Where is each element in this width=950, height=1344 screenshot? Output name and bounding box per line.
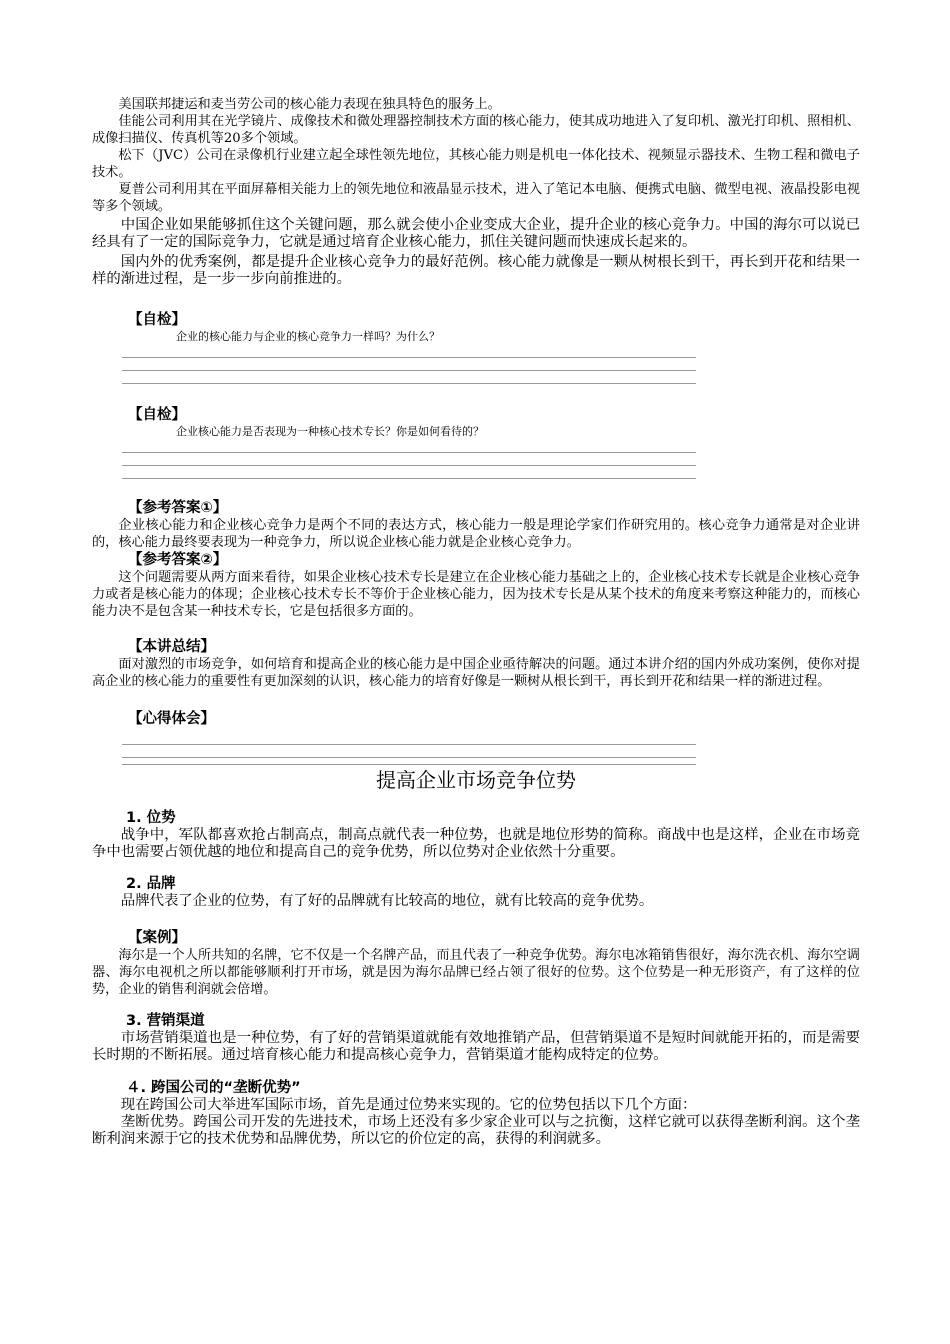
intro-paragraph: 中国企业如果能够抓住这个关键问题，那么就会使小企业变成大企业，提升企业的核心竞争力。中国的海尔可以说已经具有了一定的国际竞争力，它就是通过培育企业核心能力，抓住关键问题而快速成长起来的。 xyxy=(92,217,860,251)
section-text: 品牌代表了企业的位势，有了好的品牌就有比较高的地位，就有比较高的竞争优势。 xyxy=(120,893,654,910)
answer-text: 企业核心能力和企业核心竞争力是两个不同的表达方式，核心能力一般是理论学家们作研究用的。核心竞争力通常是对企业讲的，核心能力最终要表现为一种竞争力，所以说企业核心能力就是企业核心竞争力。 xyxy=(92,517,860,550)
answer-text: 这个问题需要从两方面来看待，如果企业核心技术专长是建立在企业核心能力基础之上的，企业核心技术专长就是企业核心竞争力或者是核心能力的体现；企业核心技术专长不等价于企业核心能力，因为技术专长是从某个技术的角度来考察这种能力的，而核心能力决不是包含某一种技术专长，它是包括很多方面的。 xyxy=(92,569,860,619)
section-position xyxy=(92,809,860,862)
reflection-blank-line xyxy=(122,732,696,745)
answer-blank-line xyxy=(122,358,696,371)
lecture-summary xyxy=(92,638,860,690)
self-check-label: 【自检】 xyxy=(128,311,186,328)
answer-blank-line xyxy=(122,466,696,479)
case-text: 海尔是一个人所共知的名牌，它不仅是一个名牌产品，而且代表了一种竞争优势。海尔电冰箱销售很好，海尔洗衣机、海尔空调器、海尔电视机之所以都能够顺利打开市场，就是因为海尔品牌已经占领了很好的位势。这个位势是一种无形资产，有了这样的位势，企业的销售利润就会倍增。 xyxy=(92,947,860,997)
reflection xyxy=(92,710,860,765)
section-marketing-channels xyxy=(92,1012,860,1065)
section-heading: 2. 品牌 xyxy=(126,876,176,893)
document-page xyxy=(92,96,860,1149)
section-brand xyxy=(92,875,860,910)
section-text: 垄断优势。跨国公司开发的先进技术，市场上还没有多少家企业可以与之抗衡，这样它就可以获得垄断利润。这个垄断利润来源于它的技术优势和品牌优势，所以它的价位定的高，获得的利润就多。 xyxy=(92,1114,860,1148)
answer-blank-line xyxy=(122,371,696,384)
section-heading: 1. 位势 xyxy=(126,809,176,826)
section-text: 战争中，军队都喜欢抢占制高点，制高点就代表一种位势，也就是地位形势的简称。商战中也是这样，企业在市场竞争中也需要占领优越的地位和提高自己的竞争优势，所以位势对企业依然十分重要。 xyxy=(92,826,860,861)
intro-paragraph: 国内外的优秀案例，都是提升企业核心竞争力的最好范例。核心能力就像是一颗从树根长到干，再长到开花和结果一样的渐进过程，是一步一步向前推进的。 xyxy=(92,253,860,288)
summary-label: 【本讲总结】 xyxy=(128,638,215,655)
intro-paragraph: 美国联邦捷运和麦当劳公司的核心能力表现在独具特色的服务上。 xyxy=(118,97,501,112)
self-check-question: 企业核心能力是否表现为一种核心技术专长？你是如何看待的？ xyxy=(176,424,484,438)
answer-blank-line xyxy=(122,440,696,453)
reflection-label: 【心得体会】 xyxy=(128,710,215,727)
answer-blank-line xyxy=(122,453,696,466)
reference-answer-2 xyxy=(92,551,860,620)
intro-paragraph: 夏普公司利用其在平面屏幕相关能力上的领先地位和液晶显示技术，进入了笔记本电脑、便携式电脑、微型电视、液晶投影电视等多个领域。 xyxy=(92,182,860,214)
section-title: 提高企业市场竞争位势 xyxy=(376,767,576,792)
section-heading: 3. 营销渠道 xyxy=(126,1012,205,1029)
summary-text: 面对激烈的市场竞争，如何培育和提高企业的核心能力是中国企业亟待解决的问题。通过本讲介绍的国内外成功案例，使你对提高企业的核心能力的重要性有更加深刻的认识，核心能力的培育好像是一颗树从根长到干，再长到开花和结果一样的渐进过程。 xyxy=(92,656,860,689)
answer-label: 【参考答案①】 xyxy=(128,499,228,516)
self-check-label: 【自检】 xyxy=(128,406,186,423)
case-study xyxy=(92,929,860,998)
reflection-blank-line xyxy=(122,758,696,765)
self-check-2 xyxy=(92,406,860,479)
section-monopoly-advantage xyxy=(92,1079,860,1149)
section-text: 市场营销渠道也是一种位势，有了好的营销渠道就能有效地推销产品，但营销渠道不是短时间就能开拓的，而是需要长时期的不断拓展。通过培育核心能力和提高核心竞争力，营销渠道才能构成特定的位势。 xyxy=(92,1029,860,1064)
intro-paragraph: 松下（JVC）公司在录像机行业建立起全球性领先地位，其核心能力则是机电一体化技术、视频显示器技术、生物工程和微电子技术。 xyxy=(92,148,860,180)
intro-paragraph: 佳能公司利用其在光学镜片、成像技术和微处理器控制技术方面的核心能力，使其成功地进入了复印机、激光打印机、照相机、成像扫描仪、传真机等20多个领域。 xyxy=(92,114,860,146)
answer-label: 【参考答案②】 xyxy=(128,551,228,568)
section-heading: ４. 跨国公司的“垄断优势” xyxy=(126,1079,301,1096)
self-check-1 xyxy=(92,311,860,384)
reference-answer-1 xyxy=(92,499,860,551)
answer-blank-line xyxy=(122,345,696,358)
section-text: 现在跨国公司大举进军国际市场，首先是通过位势来实现的。它的位势包括以下几个方面： xyxy=(120,1096,697,1113)
case-label: 【案例】 xyxy=(128,929,186,946)
reflection-blank-line xyxy=(122,745,696,758)
self-check-question: 企业的核心能力与企业的核心竞争力一样吗？为什么？ xyxy=(176,329,440,343)
